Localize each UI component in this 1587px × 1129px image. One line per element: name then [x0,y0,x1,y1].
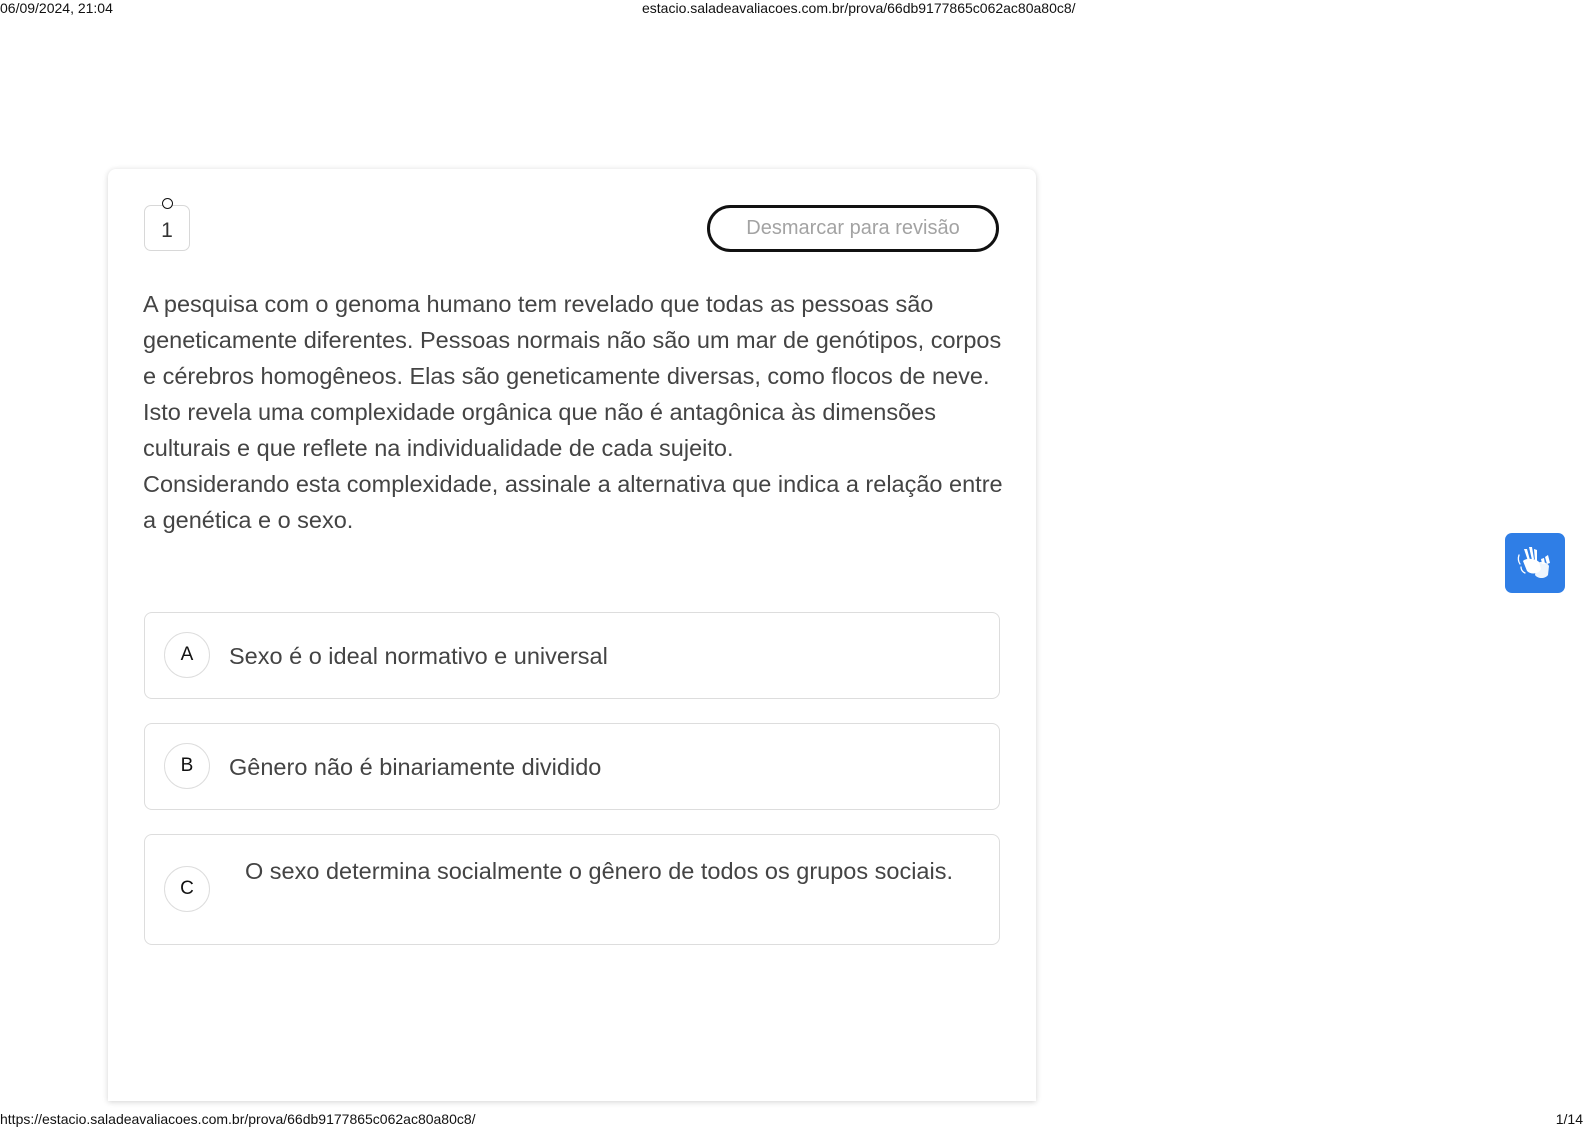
option-text: Sexo é o ideal normativo e universal [229,643,608,669]
page-number: 1/14 [1555,1111,1583,1127]
option-text: O sexo determina socialmente o gênero de todos os grupos sociais. [244,858,953,884]
option-b[interactable] [144,723,1000,810]
print-date: 06/09/2024, 21:04 [0,0,113,16]
print-url: estacio.saladeavaliacoes.com.br/prova/66db9177865c062ac80a80c8/ [642,0,1076,16]
unanswered-indicator-icon [162,198,173,209]
question-card [108,169,1036,1101]
question-statement: A pesquisa com o genoma humano tem revelado que todas as pessoas são geneticamente diferentes. Pessoas normais não são um mar de genótipos, corpos e cérebros homogêneos. Elas são geneticamente diversas, como flocos de neve. Isto revela uma complexidade orgânica que não é antagônica às dimensões culturais e que reflete na individualidade de cada sujeito. [143,291,1002,461]
sign-language-hands-icon [1515,543,1555,583]
print-footer-url: https://estacio.saladeavaliacoes.com.br/prova/66db9177865c062ac80a80c8/ [0,1111,476,1127]
option-a[interactable] [144,612,1000,699]
option-c[interactable] [144,834,1000,945]
question-number-badge [144,205,190,251]
option-letter: A [164,632,210,678]
question-prompt: Considerando esta complexidade, assinale a alternativa que indica a relação entre a genética e o sexo. [143,471,1003,533]
question-text [143,286,1003,538]
accessibility-button[interactable] [1505,533,1565,593]
question-number: 1 [161,219,173,242]
print-footer [0,1111,1587,1129]
print-header [0,0,1587,16]
option-letter: C [164,866,210,912]
unmark-review-button[interactable]: Desmarcar para revisão [707,205,999,252]
option-text: Gênero não é binariamente dividido [229,754,602,780]
option-letter: B [164,743,210,789]
